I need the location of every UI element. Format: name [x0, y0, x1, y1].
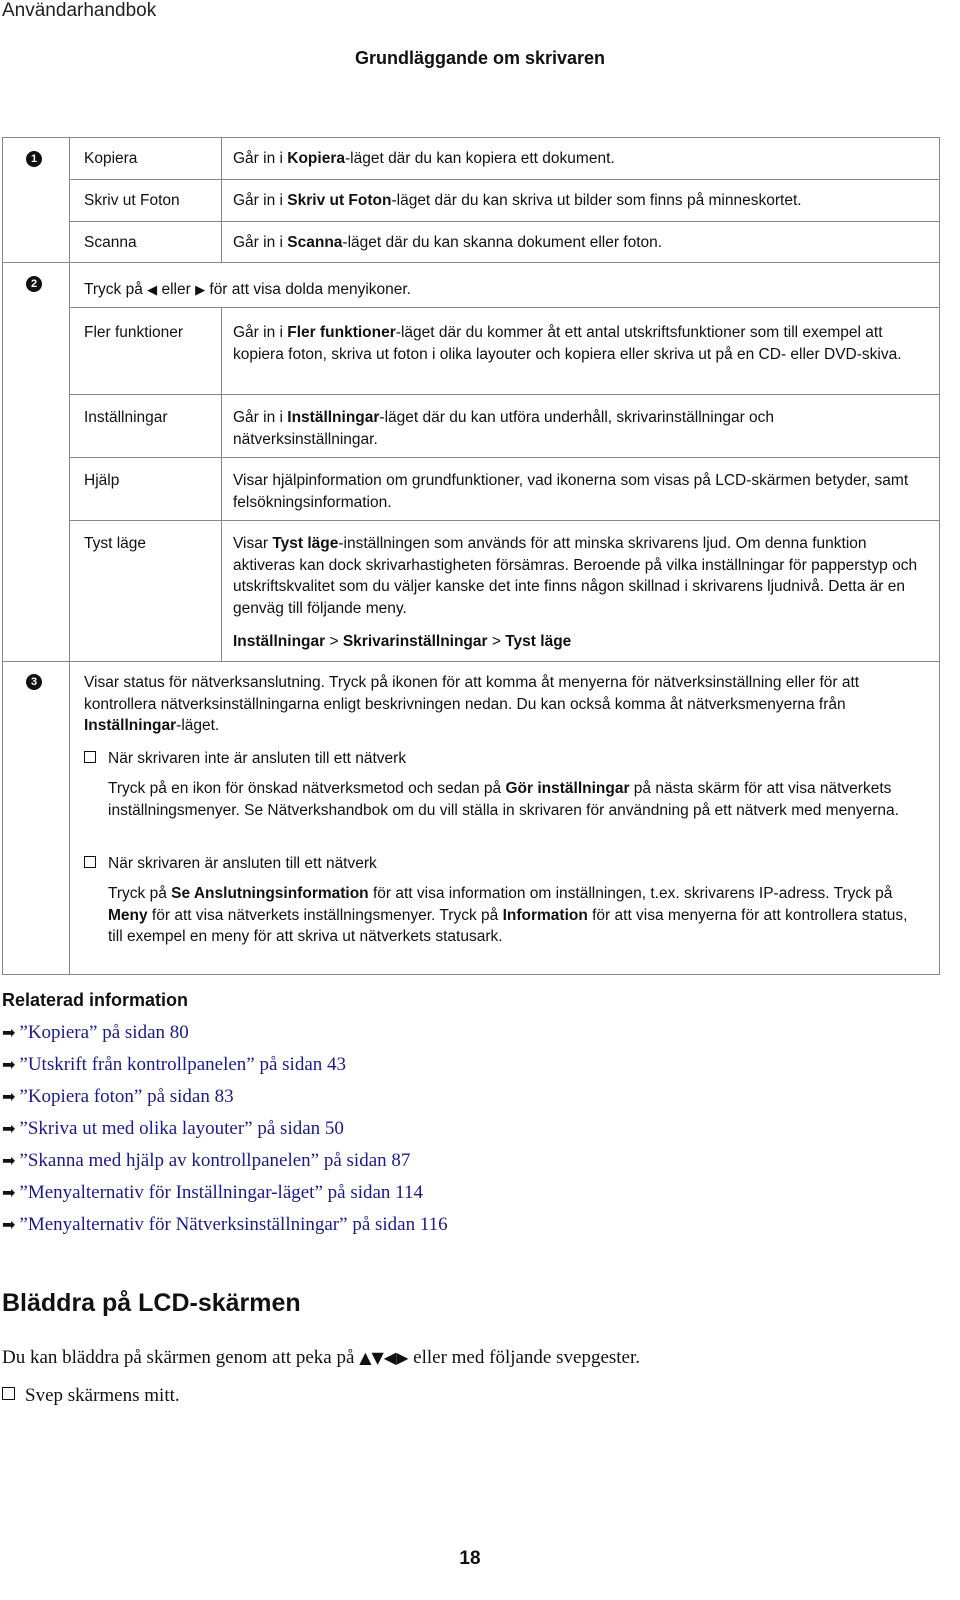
- lcd-body-text: Du kan bläddra på skärmen genom att peka på ▲▼◀▶ eller med följande svepgester.: [2, 1347, 641, 1368]
- item-name: Inställningar: [84, 409, 168, 426]
- row-number-badge: 2: [26, 276, 42, 292]
- bullet-item: När skrivaren är ansluten till ett nätverk: [84, 853, 377, 874]
- arrow-right-icon: ➡: [2, 1023, 16, 1042]
- table-divider: [3, 661, 939, 662]
- related-link[interactable]: ➡ ”Kopiera foton” på sidan 83: [2, 1086, 234, 1107]
- item-name: Scanna: [84, 234, 137, 251]
- navigation-arrows-icon: ▲▼◀▶: [359, 1348, 409, 1367]
- related-link[interactable]: ➡ ”Utskrift från kontrollpanelen” på sidan 43: [2, 1054, 346, 1075]
- related-link[interactable]: ➡ ”Menyalternativ för Inställningar-läget” på sidan 114: [2, 1182, 423, 1203]
- table-divider: [69, 520, 939, 521]
- item-description: Går in i Skriv ut Foton-läget där du kan skriva ut bilder som finns på minneskortet.: [233, 192, 802, 209]
- related-link[interactable]: ➡ ”Kopiera” på sidan 80: [2, 1022, 189, 1043]
- arrow-right-icon: ➡: [2, 1119, 16, 1138]
- table-divider: [69, 394, 939, 395]
- item-name: Tyst läge: [84, 535, 147, 552]
- item-description: Går in i Kopiera-läget där du kan kopiera ett dokument.: [233, 150, 615, 167]
- arrow-right-icon: ➡: [2, 1183, 16, 1202]
- item-description: Går in i Scanna-läget där du kan skanna dokument eller foton.: [233, 234, 663, 251]
- item-name: Skriv ut Foton: [84, 192, 180, 209]
- table-divider: [69, 307, 939, 308]
- row2-intro: Tryck på ◀ eller ▶ för att visa dolda menyikoner.: [84, 281, 411, 298]
- table-divider: [69, 138, 70, 974]
- related-link[interactable]: ➡ ”Skanna med hjälp av kontrollpanelen” på sidan 87: [2, 1150, 411, 1171]
- lcd-section-heading: Bläddra på LCD-skärmen: [2, 1289, 301, 1317]
- table-divider: [221, 307, 222, 661]
- arrow-right-icon: ➡: [2, 1087, 16, 1106]
- related-link[interactable]: ➡ ”Menyalternativ för Nätverksinställningar” på sidan 116: [2, 1214, 448, 1235]
- item-name: Kopiera: [84, 150, 138, 167]
- arrow-right-icon: ➡: [2, 1151, 16, 1170]
- row-number-badge: 3: [26, 674, 42, 690]
- page-number: 18: [459, 1548, 481, 1569]
- section-title: Grundläggande om skrivaren: [354, 48, 606, 68]
- item-description: Går in i Fler funktioner-läget där du kommer åt ett antal utskriftsfunktioner som till exempel att kopiera foton, skriva ut foton i olika layouter och kopiera eller skriva ut på en CD- eller DVD-skiva.: [233, 324, 902, 363]
- arrow-right-icon: ➡: [2, 1215, 16, 1234]
- item-description: Visar Tyst läge-inställningen som används för att minska skrivarens ljud. Om denna funktion aktiveras kan dock skrivarhastigheten försämras. Beroende på vilka inställningar för papperstyp och utskriftskvalitet som du väljer kanske det inte finns någon skillnad i skrivarens ljudnivå. Detta är en genväg till följande meny.: [233, 535, 918, 617]
- related-info-heading: Relaterad information: [2, 990, 189, 1010]
- table-divider: [69, 179, 939, 180]
- item-description: Går in i Inställningar-läget där du kan utföra underhåll, skrivarinställningar och nätverksinställningar.: [233, 409, 775, 448]
- right-triangle-icon: ▶: [195, 282, 206, 297]
- bullet-item: Svep skärmens mitt.: [2, 1385, 180, 1407]
- item-name: Hjälp: [84, 472, 120, 489]
- item-description: Visar hjälpinformation om grundfunktioner, vad ikonerna som visas på LCD-skärmen betyder, samt felsökningsinformation.: [233, 472, 909, 511]
- bullet-description: Tryck på Se Anslutningsinformation för att visa information om inställningen, t.ex. skrivarens IP-adress. Tryck på Meny för att visa nätverkets inställningsmenyer. Tryck på Information för att visa menyerna för att kontrollera status, till exempel en meny för att skriva ut nätverkets statusark.: [108, 885, 908, 945]
- manual-title: Användarhandbok: [2, 0, 157, 21]
- row-number-badge: 1: [26, 151, 42, 167]
- table-divider: [3, 262, 939, 263]
- item-name: Fler funktioner: [84, 324, 184, 341]
- left-triangle-icon: ◀: [147, 282, 158, 297]
- bullet-description: Tryck på en ikon för önskad nätverksmetod och sedan på Gör inställningar på nästa skärm för att visa nätverkets inställningsmenyer. Se Nätverkshandbok om du vill ställa in skrivaren för användning på ett nätverk med menyerna.: [108, 780, 899, 819]
- bullet-item: När skrivaren inte är ansluten till ett nätverk: [84, 748, 406, 769]
- menu-path: Inställningar > Skrivarinställningar > Tyst läge: [233, 633, 572, 650]
- checkbox-bullet-icon: [2, 1387, 15, 1400]
- arrow-right-icon: ➡: [2, 1055, 16, 1074]
- checkbox-bullet-icon: [84, 856, 96, 868]
- related-link[interactable]: ➡ ”Skriva ut med olika layouter” på sidan 50: [2, 1118, 344, 1139]
- checkbox-bullet-icon: [84, 751, 96, 763]
- table-divider: [69, 457, 939, 458]
- table-divider: [221, 138, 222, 262]
- table-divider: [69, 221, 939, 222]
- row3-intro: Visar status för nätverksanslutning. Tryck på ikonen för att komma åt menyerna för nätverksinställning eller för att kontrollera nätverksinställningarna enligt beskrivningen nedan. Du kan också komma åt nätverksmenyerna från Inställningar-läget.: [84, 674, 860, 734]
